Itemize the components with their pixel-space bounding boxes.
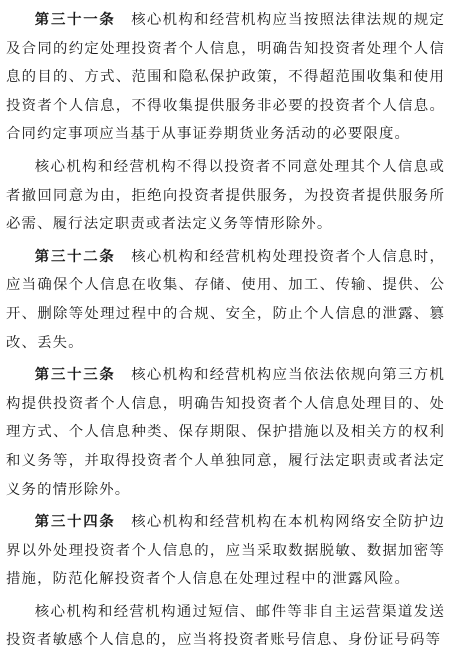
article-32-text-1: 核心机构和经营机构处理投资者个人信息时，应当确保个人信息在收集、存储、使用、加工、传输、提供、公开、删除等处理过程中的合规、安全，防止个人信息的泄露、篡改、丢失。 (6, 248, 445, 351)
article-31-paragraph-2: 核心机构和经营机构不得以投资者不同意处理其个人信息或者撤回同意为由，拒绝向投资者提供服务，为投资者提供服务所必需、履行法定职责或者法定义务等情形除外。 (6, 158, 445, 233)
article-33-paragraph-1 (6, 361, 445, 504)
article-34-number: 第三十四条 (34, 514, 116, 531)
article-34-paragraph-2: 核心机构和经营机构通过短信、邮件等非自主运营渠道发送投资者敏感个人信息的，应当将投资者账号信息、身份证号码等 (6, 603, 445, 649)
article-32-paragraph-1 (6, 243, 445, 357)
article-33-text-1: 核心机构和经营机构应当依法依规向第三方机构提供投资者个人信息，明确告知投资者个人信息处理目的、处理方式、个人信息种类、保存期限、保护措施以及相关方的权利和义务等，并取得投资者个人单独同意，履行法定职责或者法定义务的情形除外。 (6, 367, 445, 498)
article-31-text-1: 核心机构和经营机构应当按照法律法规的规定及合同的约定处理投资者个人信息，明确告知投资者处理个人信息的目的、方式、范围和隐私保护政策，不得超范围收集和使用投资者个人信息，不得收集提供服务非必要的投资者个人信息。合同约定事项应当基于从事证券期货业务活动的必要限度。 (6, 12, 445, 143)
article-34-text-1: 核心机构和经营机构在本机构网络安全防护边界以外处理投资者个人信息的，应当采取数据脱敏、数据加密等措施，防范化解投资者个人信息在处理过程中的泄露风险。 (6, 514, 445, 588)
article-33-number: 第三十三条 (34, 367, 116, 384)
article-31-number: 第三十一条 (34, 12, 116, 28)
article-32-number: 第三十二条 (34, 248, 116, 265)
article-34-paragraph-1 (6, 508, 445, 594)
article-31-paragraph-1 (6, 6, 445, 149)
